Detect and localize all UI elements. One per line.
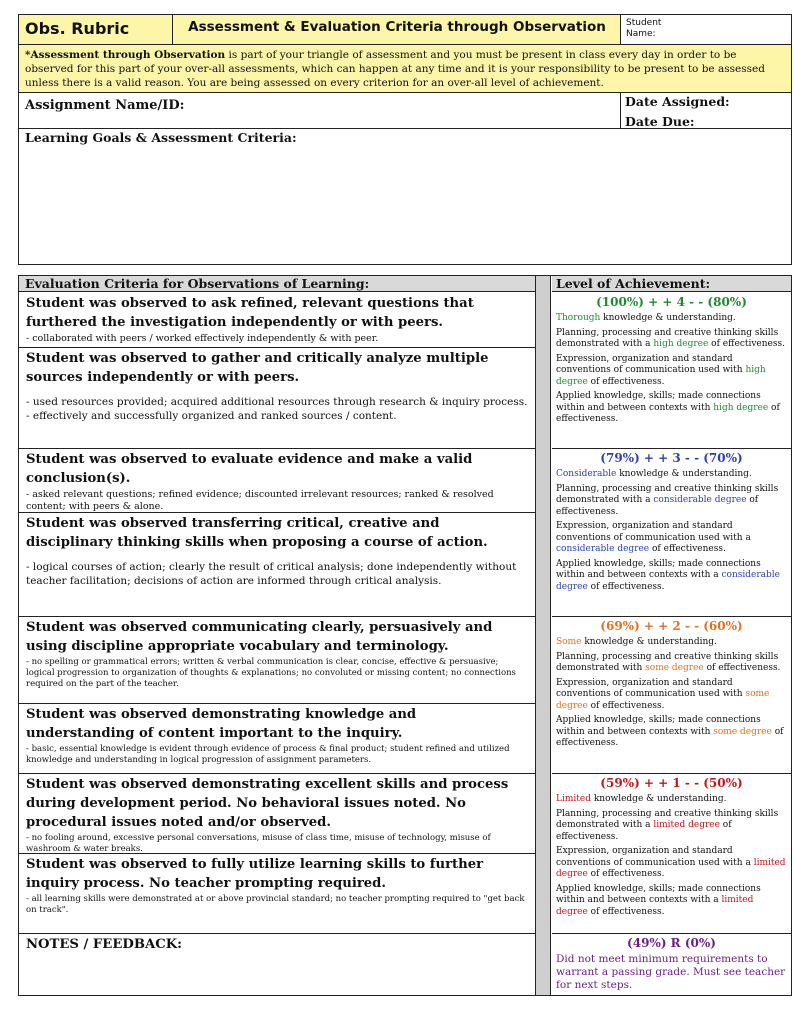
criterion-note: - no fooling around, excessive personal conversations, misuse of class time, misuse of technology, misuse of washroom & water breaks. <box>26 833 491 854</box>
criterion-note: - no spelling or grammatical errors; written & verbal communication is clear, concise, effective & persuasive; logical progression to organization of thoughts & explanations; no convoluted or missing content; no connections required on the part of the teacher. <box>26 657 516 689</box>
assignment-divider <box>620 92 621 129</box>
criterion-title: Student was observed communicating clearly, persuasively and using discipline appropriate vocabulary and terminology. <box>26 620 493 654</box>
level-descriptor-emphasis: limited degree <box>556 857 786 879</box>
date-due-label: Date Due: <box>625 114 695 129</box>
criterion-note: - logical courses of action; clearly the result of critical analysis; done independently without teacher facilitation; decisions of action are informed through critical analysis. <box>26 561 517 587</box>
level-descriptor: Applied knowledge, skills; made connections within and between contexts with a considerable degree of effectiveness. <box>556 558 780 592</box>
level-cell <box>552 934 791 995</box>
student-name-label: Student Name: <box>626 18 662 39</box>
criterion-title: Student was observed demonstrating excellent skills and process during development period. No behavioral issues noted. No procedural issues noted and/or observed. <box>26 777 509 830</box>
assessment-notice <box>18 44 792 93</box>
level-cell <box>552 449 791 617</box>
level-descriptor: Applied knowledge, skills; made connections within and between contexts with a limited degree of effectiveness. <box>556 883 761 917</box>
level-heading: (69%) + + 2 - - (60%) <box>600 619 743 633</box>
level-descriptor-emphasis: some degree <box>645 663 704 673</box>
level-heading: (79%) + + 3 - - (70%) <box>600 451 743 465</box>
level-heading: (100%) + + 4 - - (80%) <box>596 295 747 309</box>
level-descriptor-emphasis: considerable degree <box>653 495 747 505</box>
level-descriptor: Planning, processing and creative thinking skills demonstrated with a considerable degree of effectiveness. <box>556 483 779 517</box>
criterion-cell <box>19 449 535 513</box>
level-header: Level of Achievement: <box>556 276 711 291</box>
level-descriptor: Expression, organization and standard conventions of communication used with some degree of effectiveness. <box>556 677 770 711</box>
level-descriptor-emphasis: Thorough <box>556 313 601 323</box>
level-descriptor: Expression, organization and standard conventions of communication used with a considerable degree of effectiveness. <box>556 521 751 554</box>
level-descriptor: Limited knowledge & understanding. <box>556 794 727 804</box>
level-descriptor-emphasis: considerable degree <box>556 570 780 592</box>
level-descriptor-emphasis: limited degree <box>556 895 754 917</box>
date-assigned-label: Date Assigned: <box>625 94 730 109</box>
criterion-note: - all learning skills were demonstrated at or above provincial standard; no teacher prompting required to "get back on track". <box>26 894 525 915</box>
assignment-name-label: Assignment Name/ID: <box>25 98 185 113</box>
level-descriptor-emphasis: some degree <box>713 726 772 737</box>
level-descriptor: Some knowledge & understanding. <box>556 637 717 647</box>
learning-goals-box[interactable] <box>18 128 792 265</box>
level-heading: (49%) R (0%) <box>627 936 716 950</box>
level-descriptor: Expression, organization and standard conventions of communication used with a limited degree of effectiveness. <box>556 846 786 879</box>
level-descriptor-emphasis: considerable degree <box>556 544 650 554</box>
level-descriptor-emphasis: Limited <box>556 794 591 804</box>
level-descriptor: Applied knowledge, skills; made connections within and between contexts with some degree of effectiveness. <box>556 715 784 748</box>
criterion-title: Student was observed demonstrating knowledge and understanding of content important to the inquiry. <box>26 707 417 741</box>
criterion-title: Student was observed to evaluate evidence and make a valid conclusion(s). <box>26 452 473 486</box>
level-descriptor: Expression, organization and standard conventions of communication used with high degree of effectiveness. <box>556 353 766 387</box>
assignment-name-field[interactable] <box>180 94 616 126</box>
criterion-note: - asked relevant questions; refined evidence; discounted irrelevant resources; ranked & resolved content; with peers & alone. <box>26 489 494 512</box>
level-descriptor: Planning, processing and creative thinking skills demonstrated with a limited degree of effectiveness. <box>556 808 779 842</box>
level-cell <box>552 617 791 774</box>
level-cell <box>552 774 791 934</box>
level-heading: (59%) + + 1 - - (50%) <box>600 776 743 790</box>
learning-goals-label: Learning Goals & Assessment Criteria: <box>25 130 297 145</box>
criterion-cell <box>19 774 535 854</box>
level-descriptor: Thorough knowledge & understanding. <box>556 313 736 323</box>
notes-feedback-cell[interactable] <box>19 934 535 995</box>
criterion-note: - collaborated with peers / worked effectively independently & with peer. <box>26 333 379 344</box>
criterion-title: Student was observed transferring critical, creative and disciplinary thinking skills when proposing a course of action. <box>26 516 488 550</box>
level-descriptor-emphasis: Some <box>556 637 582 647</box>
level-descriptor-emphasis: high degree <box>653 339 709 349</box>
criterion-title: Student was observed to fully utilize learning skills to further inquiry process. No teacher prompting required. <box>26 857 484 891</box>
criterion-note: - basic, essential knowledge is evident through evidence of process & final product; student refined and utilized knowledge and understanding in logical progression of assignment parameters. <box>26 744 510 765</box>
notice-text: is part of your triangle of assessment and you must be present in class every day in order to be observed for this part of your over-all assessments, which can happen at any time and it is your responsibility to be present to be assessed unless there is a valid reason. You are being assessed on every criterion for an over-all level of achievement. <box>25 49 765 89</box>
criterion-note: - used resources provided; acquired additional resources through research & inquiry process. - effectively and successfully organized and ranked sources / content. <box>26 396 528 422</box>
page-title: Assessment & Evaluation Criteria through Observation <box>188 19 606 35</box>
criteria-header: Evaluation Criteria for Observations of Learning: <box>25 276 370 291</box>
level-descriptor: Planning, processing and creative thinking skills demonstrated with some degree of effectiveness. <box>556 651 781 673</box>
criterion-cell <box>19 617 535 704</box>
level-descriptor-emphasis: Considerable <box>556 469 617 479</box>
level-descriptor-emphasis: high degree <box>713 402 769 413</box>
level-descriptor: Planning, processing and creative thinking skills demonstrated with a high degree of effectiveness. <box>556 327 785 349</box>
level-descriptor: Did not meet minimum requirements to warrant a passing grade. Must see teacher for next steps. <box>556 953 786 991</box>
level-cell <box>552 293 791 449</box>
level-descriptor-emphasis: high degree <box>556 365 766 387</box>
table-gutter <box>535 276 551 995</box>
criterion-title: Student was observed to ask refined, relevant questions that furthered the investigation independently or with peers. <box>26 296 474 330</box>
rubric-label: Obs. Rubric <box>25 19 130 38</box>
notice-lead: *Assessment through Observation <box>25 49 226 61</box>
criterion-cell <box>19 513 535 617</box>
header-divider-1 <box>172 14 173 45</box>
level-descriptor: Applied knowledge, skills; made connections within and between contexts with high degree of effectiveness. <box>556 391 780 424</box>
criterion-cell <box>19 854 535 934</box>
criterion-cell <box>19 293 535 348</box>
level-descriptor-emphasis: limited degree <box>653 820 720 830</box>
criterion-cell <box>19 348 535 449</box>
level-descriptor: Considerable knowledge & understanding. <box>556 469 752 479</box>
level-descriptor-emphasis: some degree <box>556 689 770 711</box>
notes-feedback-label: NOTES / FEEDBACK: <box>26 937 183 952</box>
criterion-title: Student was observed to gather and critically analyze multiple sources independently or with peers. <box>26 351 489 385</box>
criterion-cell <box>19 704 535 774</box>
